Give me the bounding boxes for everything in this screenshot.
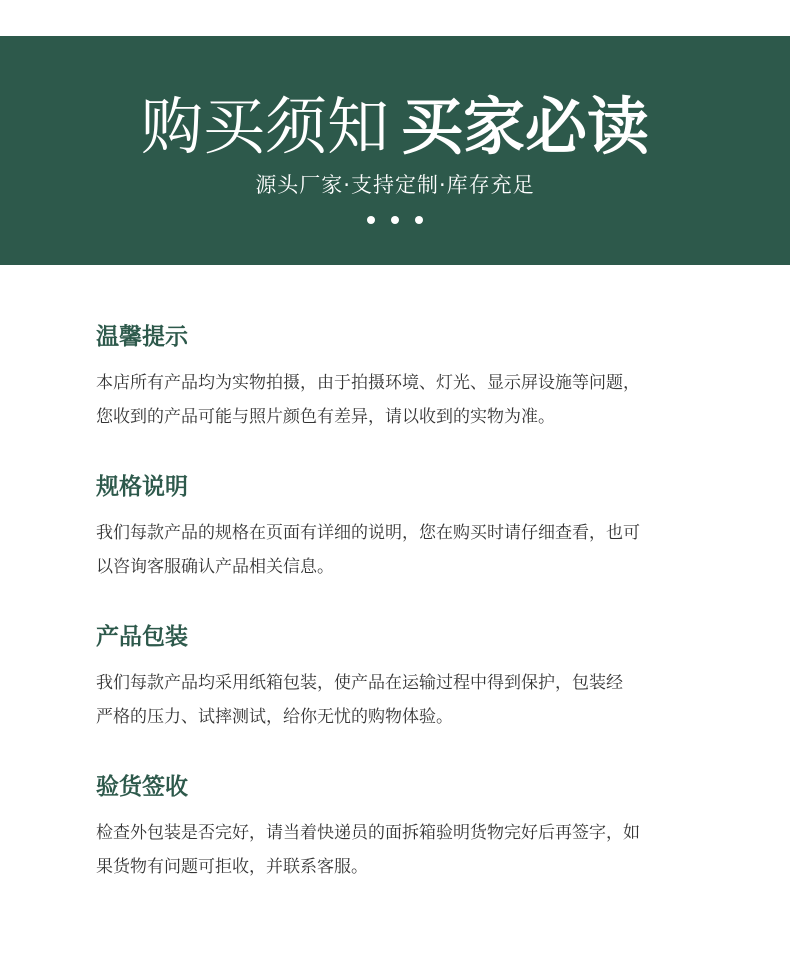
section-body-line: 以咨询客服确认产品相关信息。 — [96, 557, 334, 577]
banner-title-bold: 买家必读 — [401, 90, 650, 163]
section-specifications — [96, 470, 716, 620]
dot-icon — [415, 216, 423, 224]
section-body-line: 我们每款产品的规格在页面有详细的说明，您在购买时请仔细查看，也可 — [96, 523, 640, 543]
header-banner — [0, 36, 790, 265]
section-packaging — [96, 620, 716, 770]
banner-subtitle: 源头厂家·支持定制·库存充足 — [255, 173, 535, 197]
section-title: 产品包装 — [96, 624, 188, 650]
notice-sections — [96, 320, 716, 920]
section-body — [96, 366, 716, 434]
banner-dots-decoration — [0, 216, 790, 226]
dot-icon — [367, 216, 375, 224]
section-body-line: 我们每款产品均采用纸箱包装，使产品在运输过程中得到保护，包装经 — [96, 673, 623, 693]
section-body — [96, 816, 716, 884]
section-body — [96, 666, 716, 734]
section-warm-tips — [96, 320, 716, 470]
section-title: 规格说明 — [96, 474, 188, 500]
dot-icon — [391, 216, 399, 224]
section-body-line: 您收到的产品可能与照片颜色有差异，请以收到的实物为准。 — [96, 407, 555, 427]
banner-title — [0, 91, 790, 163]
section-body-line: 果货物有问题可拒收，并联系客服。 — [96, 857, 368, 877]
banner-title-light: 购买须知 — [140, 90, 389, 163]
section-title: 温馨提示 — [96, 324, 188, 350]
section-inspection-signing — [96, 770, 716, 920]
section-body-line: 严格的压力、试摔测试，给你无忧的购物体验。 — [96, 707, 453, 727]
section-body-line: 本店所有产品均为实物拍摄，由于拍摄环境、灯光、显示屏设施等问题， — [96, 373, 640, 393]
section-body-line: 检查外包装是否完好，请当着快递员的面拆箱验明货物完好后再签字，如 — [96, 823, 640, 843]
section-body — [96, 516, 716, 584]
section-title: 验货签收 — [96, 774, 188, 800]
